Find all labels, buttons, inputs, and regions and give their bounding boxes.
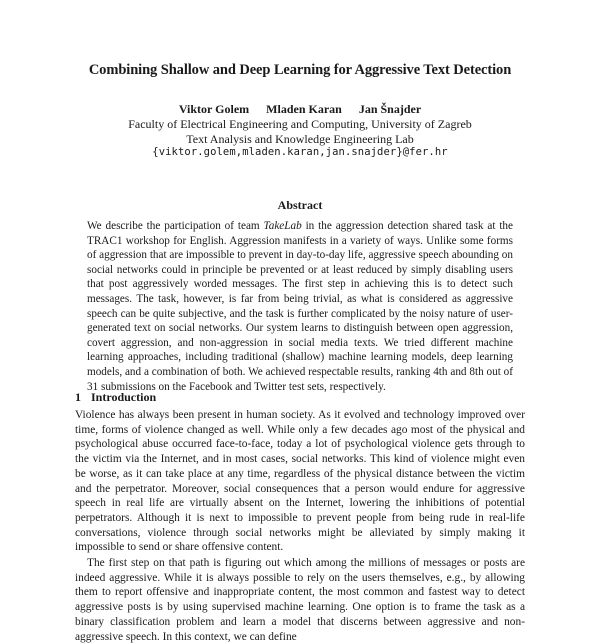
abstract-heading: Abstract bbox=[277, 198, 323, 212]
introduction-body bbox=[75, 408, 525, 644]
section-heading-introduction bbox=[75, 390, 156, 405]
author-name: Jan Šnajder bbox=[358, 102, 422, 116]
affiliation-lab: Text Analysis and Knowledge Engineering Lab bbox=[186, 132, 414, 146]
section-title: Introduction bbox=[91, 390, 157, 404]
author-emails: {viktor.golem,mladen.karan,jan.snajder}@fer.hr bbox=[152, 146, 448, 158]
section-number: 1 bbox=[75, 390, 81, 404]
author-name: Mladen Karan bbox=[266, 102, 342, 116]
team-name: TakeLab bbox=[263, 220, 302, 232]
author-name: Viktor Golem bbox=[178, 102, 250, 116]
introduction-paragraph: The first step on that path is figuring out which among the millions of messages or posts are indeed aggressive. While it is always possible to rely on the users themselves, e.g., by allowing them to report offensive and inappropriate content, the most common and fastest way to detect aggressive posts is by using supervised machine learning. One option is to frame the task as a binary classification problem and learn a model that discerns between aggressive and non-aggressive speech. In this context, we can define bbox=[75, 557, 525, 643]
introduction-paragraph: Violence has always been present in human society. As it evolved and technology improved over time, forms of violence changed as well. While only a few decades ago most of the physical and psychological abuse occurred face-to-face, today a lot of psychological violence gets through to the victim via the Internet, and in most cases, social networks. This kind of violence might even be worse, as it can take place at any time, regardless of the physical distance between the victim and the perpetrator. Moreover, social consequences that a person would endure for aggressive speech in real life are virtually absent on the Internet, lowering the inhibitions of potential perpetrators. Although it is next to impossible to prevent people from being rude in real-life conversations, violence through social networks might be alleviated by simply making it impossible to send or share offensive content. bbox=[75, 409, 525, 554]
affiliation-faculty: Faculty of Electrical Engineering and Computing, University of Zagreb bbox=[128, 117, 472, 131]
abstract-text-rest: in the aggression detection shared task at the TRAC1 workshop for English. Aggression manifests in a variety of ways. Unlike some forms of aggression that are impossible to prevent in day-to-day life, aggressive speech abounding on social networks could in principle be prevented or at least reduced by simply disabling users that post aggressively worded messages. The first step in achieving this is to detect such messages. The task, however, is far from being trivial, as what is considered as aggressive speech can be quite subjective, and the task is further complicated by the noisy nature of user-generated text on social networks. Our system learns to distinguish between open aggression, covert aggression, and non-aggression in social media texts. We tried different machine learning approaches, including traditional (shallow) machine learning models, deep learning models, and a combination of both. We achieved respectable results, ranking 4th and 8th out of 31 submissions on the Facebook and Twitter test sets, respectively. bbox=[87, 220, 513, 393]
paper-title: Combining Shallow and Deep Learning for Aggressive Text Detection bbox=[88, 62, 512, 78]
abstract-text bbox=[87, 219, 513, 394]
abstract-text-start: We describe the participation of team bbox=[87, 220, 264, 232]
author-list bbox=[0, 102, 600, 117]
